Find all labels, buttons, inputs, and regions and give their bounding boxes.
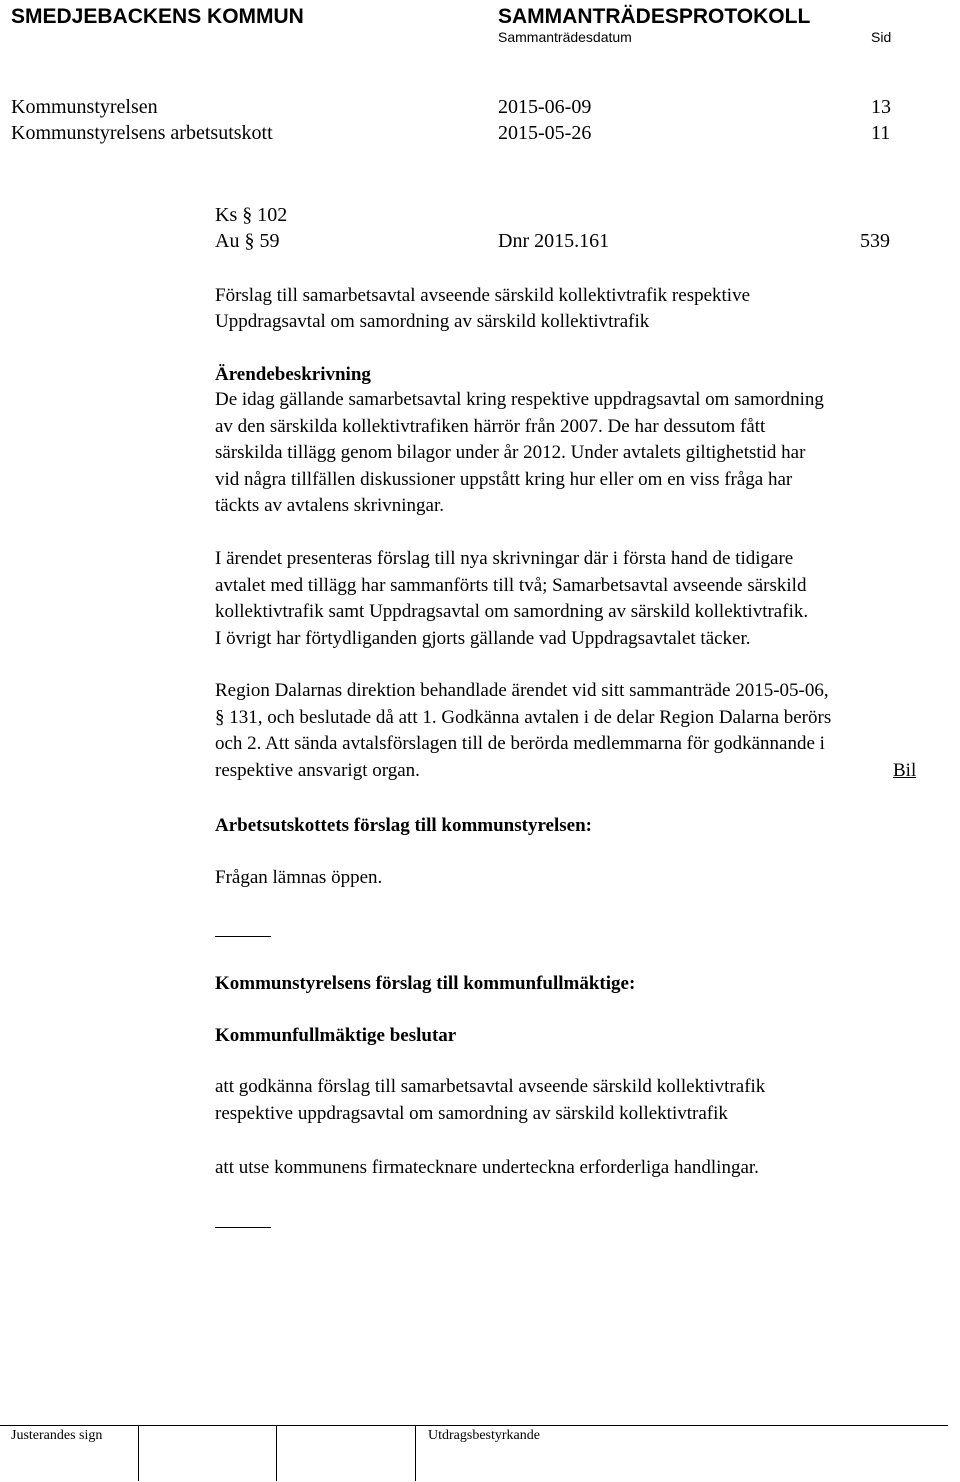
meeting-date: 2015-05-26 [498,122,592,144]
case-title-line-1: Förslag till samarbetsavtal avseende särskild kollektivtrafik respektive [215,285,751,306]
footer-rule [0,1425,948,1426]
au-paragraph-ref: Au § 59 [215,230,280,252]
text-line: och 2. Att sända avtalsförslagen till de berörda medlemmarna för godkännande i [215,733,825,754]
au-proposal-text: Frågan lämnas öppen. [215,867,383,888]
au-proposal-heading: Arbetsutskottets förslag till kommunstyrelsen: [215,815,592,836]
description-paragraph-3 [215,678,955,784]
text-line: att godkänna förslag till samarbetsavtal avseende särskild kollektivtrafik [215,1076,766,1097]
footer-separator [138,1425,139,1481]
text-line: kollektivtrafik samt Uppdragsavtal om samordning av särskild kollektivtrafik. [215,601,809,622]
text-line: respektive uppdragsavtal om samordning av särskild kollektivtrafik [215,1102,728,1124]
signature-label: Justerandes sign [11,1428,103,1443]
decision-item-1 [215,1074,765,1127]
decision-item-2: att utse kommunens firmatecknare underteckna erforderliga handlingar. [215,1157,759,1178]
case-title-line-2: Uppdragsavtal om samordning av särskild kollektivtrafik [215,311,650,332]
text-line: De idag gällande samarbetsavtal kring respektive uppdragsavtal om samordning [215,389,824,410]
text-line: I övrigt har förtydliganden gjorts gällande vad Uppdragsavtalet täcker. [215,627,751,649]
description-heading: Ärendebeskrivning [215,364,371,385]
footer-separator [276,1425,277,1481]
text-line: vid några tillfällen diskussioner uppstått kring hur eller om en viss fråga har [215,468,793,490]
footer-separator [415,1425,416,1481]
text-line: avtalet med tillägg har sammanförts till två; Samarbetsavtal avseende särskild [215,574,807,596]
ks-paragraph-ref: Ks § 102 [215,204,288,226]
attachment-link[interactable]: Bil [893,759,917,781]
meeting-page: 11 [871,122,891,144]
text-line: Region Dalarnas direktion behandlade ärendet vid sitt sammanträde 2015-05-06, [215,680,829,701]
meeting-date-label: Sammanträdesdatum [498,29,632,45]
divider [215,1227,271,1228]
archive-code: 539 [860,230,890,252]
text-line: § 131, och beslutade då att 1. Godkänna avtalen i de delar Region Dalarna berörs [215,706,832,728]
text-line: I ärendet presenteras förslag till nya skrivningar där i första hand de tidigare [215,548,794,569]
meeting-page: 13 [871,96,891,118]
text-line: särskilda tillägg genom bilagor under år 2012. Under avtalets giltighetstid har [215,442,806,463]
text-line: av den särskilda kollektivtrafiken härrör från 2007. De har dessutom fått [215,415,766,437]
ks-proposal-heading: Kommunstyrelsens förslag till kommunfullmäktige: [215,973,636,994]
text-line-last [215,758,955,785]
description-paragraph-1 [215,387,824,520]
meeting-body: Kommunstyrelsens arbetsutskott [11,122,273,144]
extract-certification-label: Utdragsbestyrkande [428,1428,540,1443]
text-line: respektive ansvarigt organ. [215,759,420,781]
description-paragraph-2 [215,546,808,652]
meeting-body: Kommunstyrelsen [11,96,158,118]
registration-number: Dnr 2015.161 [498,230,610,252]
divider [215,936,271,937]
meeting-date: 2015-06-09 [498,96,592,118]
kf-decision-heading: Kommunfullmäktige beslutar [215,1025,457,1046]
document-type: SAMMANTRÄDESPROTOKOLL [498,5,811,28]
page-label: Sid [871,29,892,45]
organization-name: SMEDJEBACKENS KOMMUN [11,5,304,28]
text-line: täckts av avtalens skrivningar. [215,495,444,516]
